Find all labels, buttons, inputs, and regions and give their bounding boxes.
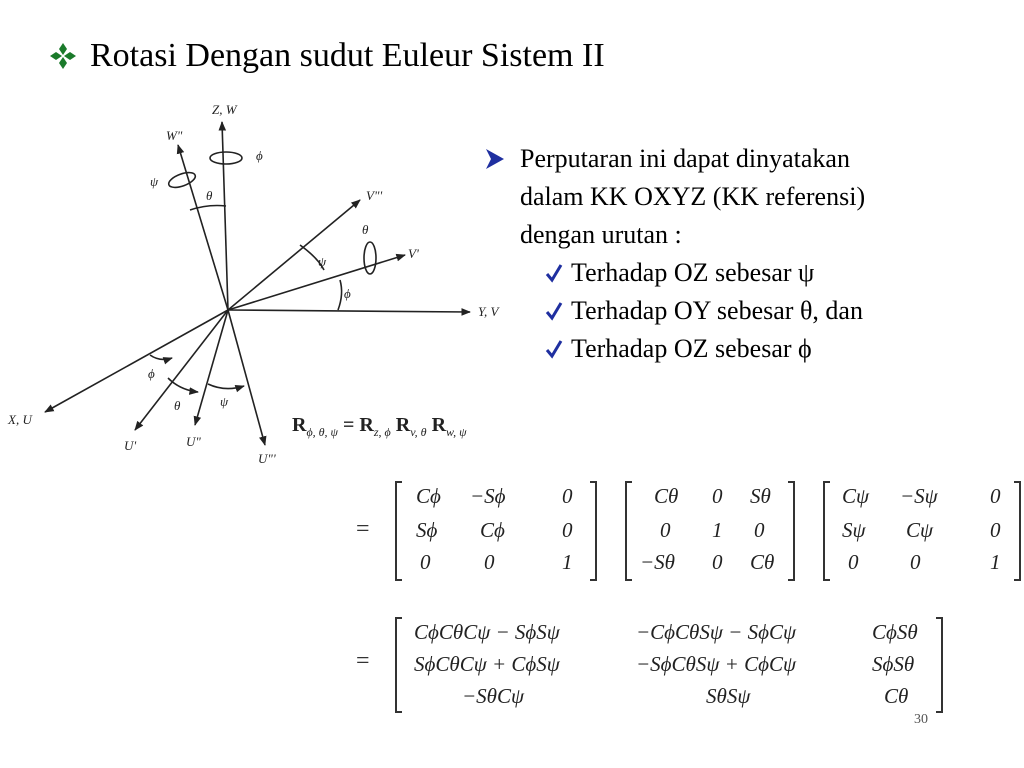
equals-sign-2: = [356, 648, 370, 674]
bullet-line-2: dalam KK OXYZ (KK referensi) [520, 182, 866, 211]
m2-cell: Sθ [750, 484, 771, 508]
equals-sign-1: = [356, 516, 370, 542]
result-cell: CϕCθCψ − SϕSψ [414, 620, 560, 644]
label-u2: U" [186, 434, 201, 449]
label-w2: W" [166, 128, 183, 143]
sub-item-text: Terhadap OY sebesar θ, dan [571, 296, 863, 325]
label-psi-mid: ψ [318, 254, 327, 269]
label-y-v: Y, V [478, 304, 499, 319]
m3-cell: Cψ [906, 518, 934, 542]
m3-cell: Cψ [842, 484, 870, 508]
result-cell: −CϕCθSψ − SϕCψ [636, 620, 797, 644]
m2-cell: 0 [660, 518, 671, 542]
result-cell: −SθCψ [462, 684, 525, 708]
label-u3: U"' [258, 451, 276, 466]
m3-cell: 0 [990, 484, 1001, 508]
result-cell: SϕCθCψ + CϕSψ [414, 652, 560, 676]
result-cell: −SϕCθSψ + CϕCψ [636, 652, 797, 676]
label-u1: U' [124, 438, 137, 453]
sub-item-text: Terhadap OZ sebesar ψ [571, 258, 815, 287]
m3-cell: −Sψ [900, 484, 938, 508]
m1-cell: −Sϕ [470, 484, 506, 508]
slide-title: Rotasi Dengan sudut Euleur Sistem II [90, 37, 605, 74]
label-v1: V' [408, 246, 419, 261]
m3-cell: 0 [848, 550, 859, 574]
m2-cell: 1 [712, 518, 723, 542]
label-psi-top: ψ [150, 174, 159, 189]
result-cell: SϕSθ [872, 652, 915, 676]
bullet-line-1: Perputaran ini dapat dinyatakan [520, 144, 850, 173]
m2-cell: 0 [712, 484, 723, 508]
m1-cell: 0 [484, 550, 495, 574]
m2-cell: Cθ [750, 550, 775, 574]
label-theta-low: θ [174, 398, 181, 413]
label-psi-low: ψ [220, 394, 229, 409]
m3-cell: 1 [990, 550, 1001, 574]
label-phi-low: ϕ [148, 366, 155, 381]
sub-item-text: Terhadap OZ sebesar ϕ [571, 334, 812, 363]
result-cell: Cθ [884, 684, 909, 708]
m1-cell: Cϕ [416, 484, 441, 508]
m2-cell: 0 [712, 550, 723, 574]
label-theta-right: θ [362, 222, 369, 237]
m1-cell: 1 [562, 550, 573, 574]
label-theta-top: θ [206, 188, 213, 203]
label-z-w: Z, W [212, 102, 237, 117]
m1-cell: Sϕ [416, 518, 438, 542]
m3-cell: Sψ [842, 518, 866, 542]
m1-cell: 0 [420, 550, 431, 574]
label-v3: V"' [366, 188, 383, 203]
result-cell: CϕSθ [872, 620, 918, 644]
m2-cell: Cθ [654, 484, 679, 508]
m1-cell: 0 [562, 484, 573, 508]
result-cell: SθSψ [706, 684, 751, 708]
label-phi-mid: ϕ [344, 286, 351, 301]
bullet-line-3: dengan urutan : [520, 220, 682, 249]
page-number: 30 [914, 712, 928, 727]
m2-cell: −Sθ [640, 550, 675, 574]
label-phi-top: ϕ [256, 148, 263, 163]
m1-cell: 0 [562, 518, 573, 542]
label-x-u: X, U [8, 412, 32, 427]
m3-cell: 0 [990, 518, 1001, 542]
m2-cell: 0 [754, 518, 765, 542]
rotation-formula: $R_{\phi, \theta, \psi} = R_{z, \phi}$ $R_{v, \theta}$ $R_{w, \psi}$ [292, 414, 467, 439]
m3-cell: 0 [910, 550, 921, 574]
m1-cell: Cϕ [480, 518, 505, 542]
